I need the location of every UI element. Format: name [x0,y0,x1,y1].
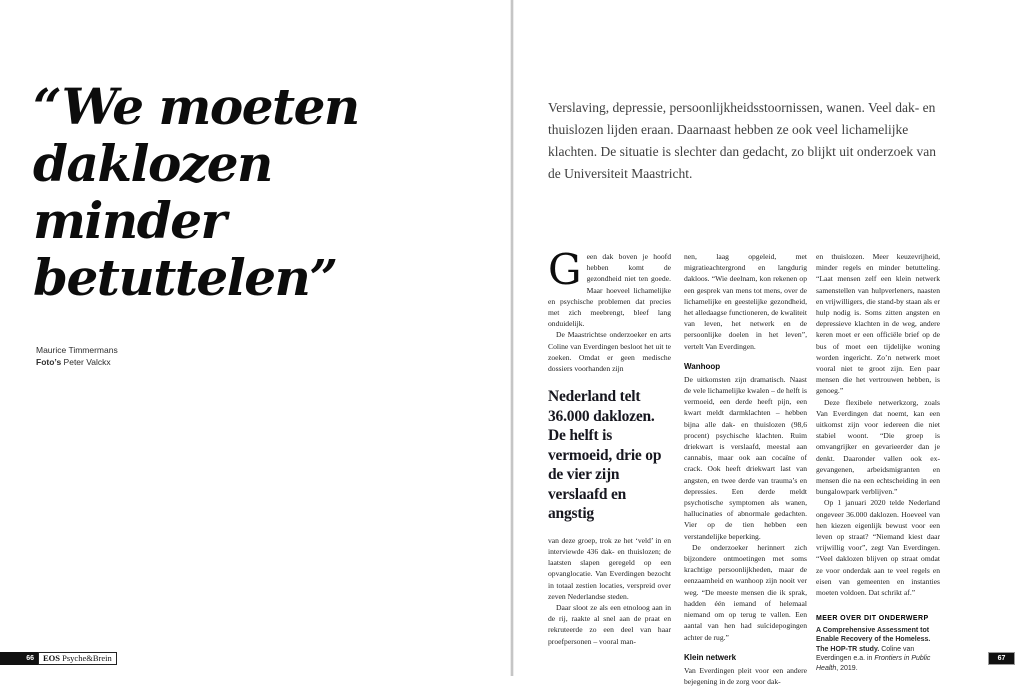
article-intro: Verslaving, depressie, persoonlijkheidsstoornissen, wanen. Veel dak- en thuislozen lijden eraan. Daarnaast hebben ze ook veel lichamelijke klachten. De situatie is slechter dan gedacht, zo blijkt uit onderzoek van de Universiteit Maastricht. [548,100,936,181]
byline [36,344,256,368]
reference-authors: Coline van Everdingen e.a. in [816,645,915,663]
further-reading-box [816,614,940,673]
page-fold-divider [510,0,514,676]
subheading-wanhoop: Wanhoop [684,361,721,371]
paragraph [548,245,671,329]
paragraph-text: een dak boven je hoofd hebben komt de gezondheid niet ten goede. Maar hoeveel lichamelijke en psychische problemen dat precies met zich meebrengt, bleef lang onduidelijk. [548,252,671,329]
drop-cap: G [548,245,582,294]
further-reading-reference [816,626,940,674]
article-headline [33,78,453,306]
paragraph: De uitkomsten zijn dramatisch. Naast de vele lichamelijke kwalen – de helft is vermoeid, een derde heeft pijn, een kwart meldt darmklachten – hebben bijna alle dak- en thuislozen (98,6 procent) psychische klachten. Ruim driekwart is verslaafd, meestal aan cannabis, maar ook aan cocaïne of crack. Ook heeft driekwart last van angsten, en twee derde van trauma’s en depressies. Een derde meldt psychotische symptomen als wanen, hallucinaties of abnormale gedachten. Vier op de tien hebben een verstandelijke beperking. [684,374,807,541]
subheading-klein-netwerk: Klein netwerk [684,652,737,662]
headline-line-2: daklozen [33,134,272,193]
paragraph: nen, laag opgeleid, met migratieachtergrond en langdurig dakloos. “Wie deelnam, kon rekenen op een gesprek van mens tot mens, over de lichamelijke en geestelijke gezondheid, het alledaagse functioneren, de kwaliteit van leven, het netwerk en de persoonlijke doelen in het leven”, vertelt Van Everdingen. [684,252,807,351]
paragraph: Deze flexibele netwerkzorg, zoals Van Everdingen dat noemt, kan een uitkomst zijn voor iedereen die niet stabiel woont. “Die groep is omvangrijker en gevarieerder dan je denkt. Daaronder vallen ook ex-gevangenen, arbeidsmigranten en mensen die na een echtscheiding in een bungalowpark verblijven.” [816,397,940,497]
paragraph: Van Everdingen pleit voor een andere bejegening in de zorg voor dak- [684,665,807,686]
byline-author: Maurice Timmermans [36,345,118,355]
magazine-title-box [38,652,117,665]
body-column-2 [684,251,807,687]
paragraph: De Maastrichtse onderzoeker en arts Coline van Everdingen besloot het uit te zoeken. Omdat er geen medische dossiers voorhanden zijn [548,330,671,374]
byline-photo-credit [36,356,256,368]
further-reading-heading: MEER OVER DIT ONDERWERP [816,615,929,623]
paragraph: De onderzoeker herinnert zich bijzondere ontmoetingen met soms krachtige persoonlijkheden, maar de eenzaamheid en wanhoop zijn nooit ver weg. “De meeste mensen die ik sprak, hadden één iemand of helemaal niemand om op terug te vallen. Een aantal van hen had suïcidepogingen achter de rug.” [684,542,807,642]
paragraph: en thuislozen. Meer keuzevrijheid, minder regels en minder betutteling. “Laat mensen zelf een klein netwerk samenstellen van hulpverleners, naasten en vrijwilligers, die stand-by staan als er hulp nodig is. Soms zitten angsten en depressieve klachten in de weg, andere keren moet er een officiële brief op de bus of moet een tijdelijke woning worden ingericht. Zo’n netwerk moet vooral niet te groot zijn. Een paar mensen die het vertrouwen hebben, is genoeg.” [816,252,940,396]
left-page-number: 66 [0,652,38,665]
magazine-title-rest: Psyche&Brein [60,653,112,663]
body-column-1 [548,245,671,647]
paragraph: van deze groep, trok ze het ‘veld’ in en interviewde 436 dak- en thuislozen; de laatsten slapen geregeld op een opvanglocatie. Van Everdingen bezocht in totaal zestien locaties, verspreid over zeven Nederlandse steden. [548,535,671,601]
left-page-footer [0,652,117,665]
headline-line-1: “We moeten [33,77,359,136]
headline-line-4: betuttelen” [33,248,337,307]
byline-photographer: Peter Valckx [61,357,111,367]
byline-photo-label: Foto’s [36,357,62,367]
paragraph: Daar sloot ze als een etnoloog aan in de rij, raakte al snel aan de praat en rekruteerde zo een deel van haar proefpersonen – vooral man- [548,602,671,646]
paragraph: Op 1 januari 2020 telde Nederland ongeveer 36.000 daklozen. Hoeveel van hen kiezen eigenlijk bewust voor een leven op straat? “Niemand kiest daar vrijwillig voor”, zegt Van Everdingen. “Veel daklozen blijven op straat omdat ze voor onderdak aan te veel regels en eisen van gemeenten en instanties moeten voldoen. Dat schrikt af.” [816,498,940,598]
reference-journal: Frontiers in Public Health [816,655,931,672]
reference-title: A Comprehensive Assessment tot Enable Recovery of the Homeless. The HOP-TR study. [816,626,931,653]
body-column-3 [816,251,940,673]
headline-line-3: minder [33,191,226,250]
pull-quote: Nederland telt 36.000 daklozen. De helft is vermoeid, drie op de vier zijn verslaafd en angstig [548,388,662,523]
right-page-number: 67 [988,652,1015,665]
magazine-title-bold: EOS [43,653,61,663]
reference-year: , 2019. [836,664,858,672]
